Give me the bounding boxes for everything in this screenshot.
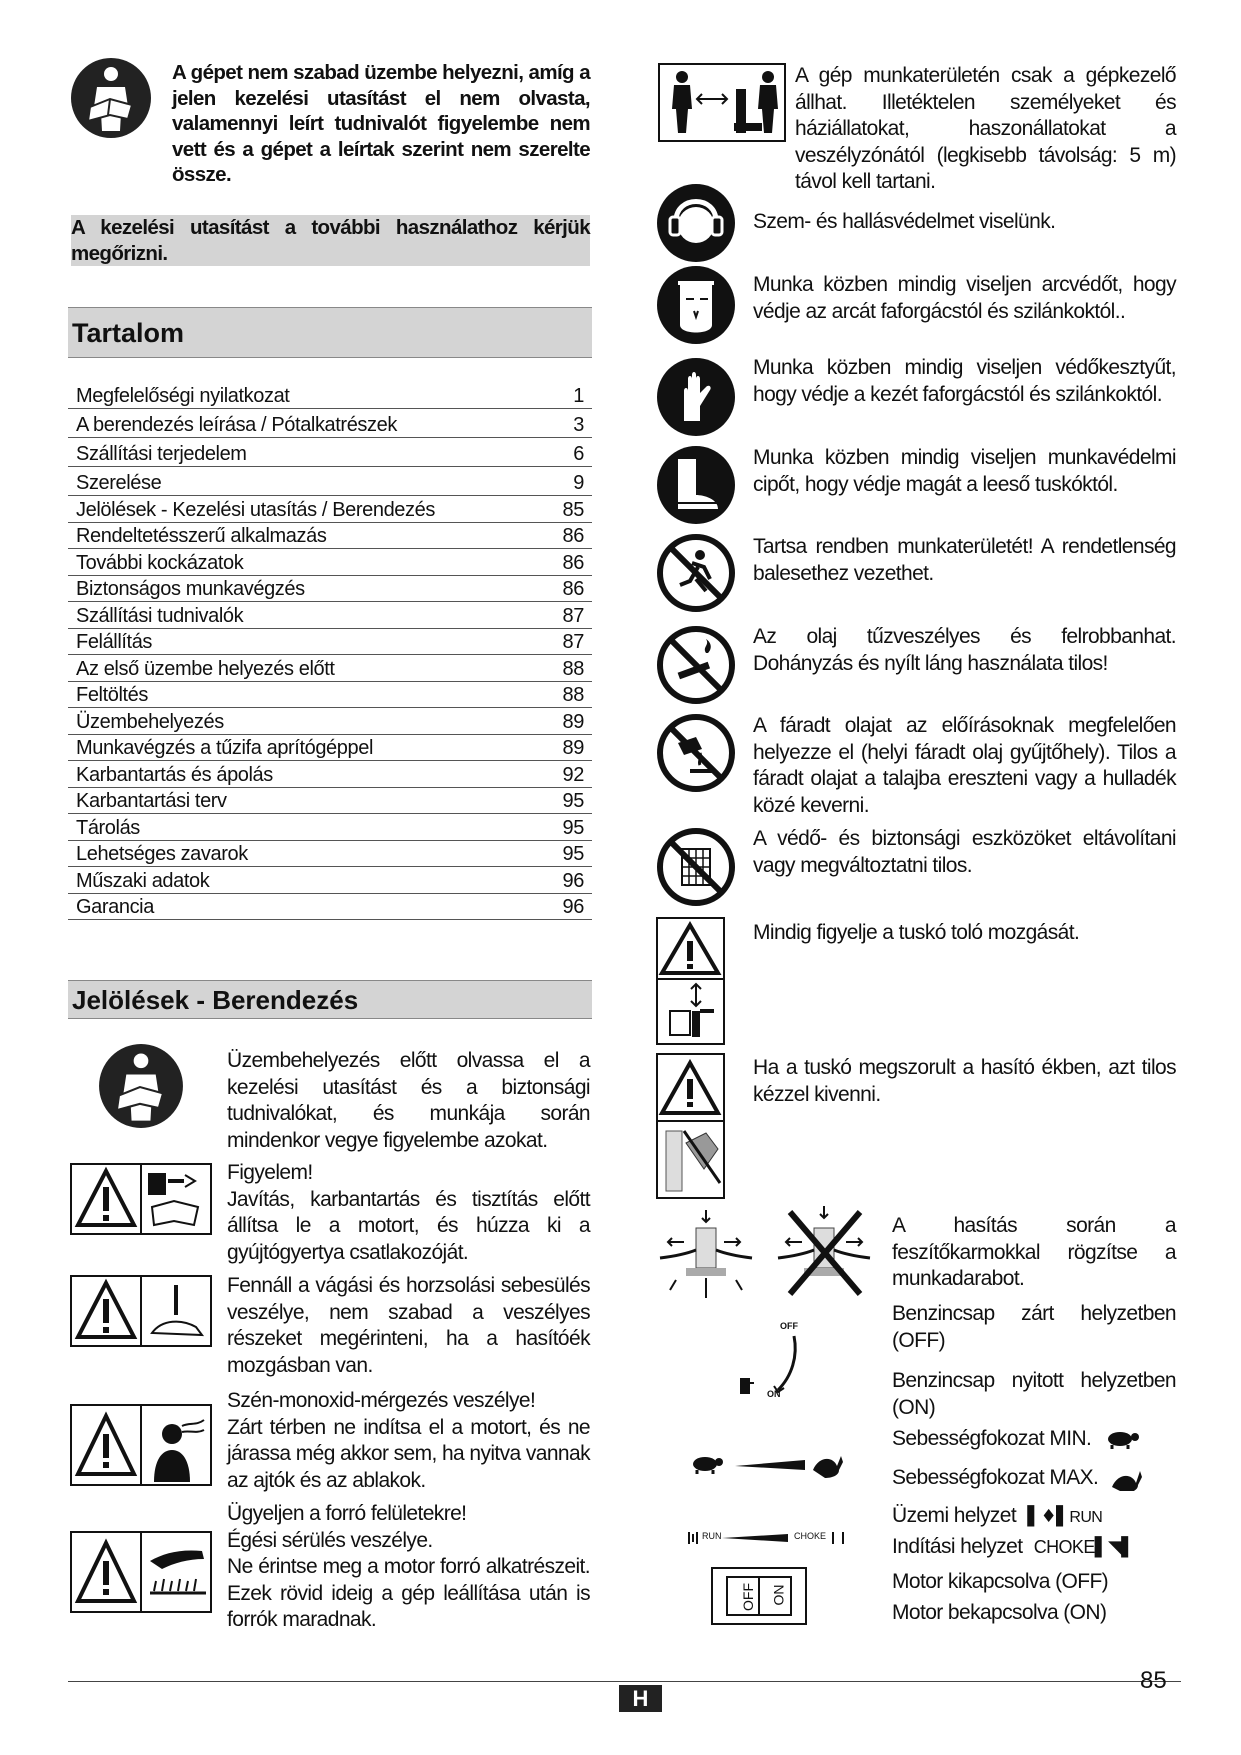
symbol-text-motor-off: Motor kikapcsolva (OFF)	[892, 1570, 1109, 1593]
page-number: 85	[1140, 1667, 1167, 1694]
toc-row	[68, 761, 592, 788]
choke-small-label: CHOKE	[794, 1531, 827, 1541]
trip-hazard-prohibition-icon	[656, 533, 736, 613]
turtle-icon	[1105, 1429, 1141, 1449]
toc-entry-label: Üzembehelyezés	[76, 710, 224, 733]
toc-entry-page: 89	[562, 710, 584, 733]
run-label: RUN	[1069, 1509, 1103, 1526]
speed-max-label: Sebességfokozat MAX.	[892, 1466, 1099, 1489]
toc-row	[68, 629, 592, 656]
run-position-label: Üzemi helyzet	[892, 1504, 1017, 1527]
toc-entry-label: A berendezés leírása / Pótalkatrészek	[76, 414, 397, 436]
gloves-icon	[656, 357, 736, 437]
rabbit-icon	[1110, 1465, 1144, 1491]
fuel-off-label: OFF	[780, 1321, 798, 1331]
toc-entry-page: 95	[562, 816, 584, 839]
intro-warning: A gépet nem szabad üzembe helyezni, amíg a jelen kezelési utasítást el nem olvasta, valamennyi leírt tudnivalót figyelembe nem vett és a gépet a leírtak szerint nem szerelte össze.	[172, 61, 590, 186]
symbol-text-choke	[892, 1534, 1176, 1562]
run-lever-icon: ▌♦▌RUN	[1027, 1506, 1103, 1527]
toc-entry-label: Karbantartás és ápolás	[76, 763, 273, 786]
toc-row	[68, 788, 592, 815]
toc-entry-page: 88	[562, 684, 584, 706]
toc-entry-label: Műszaki adatok	[76, 869, 210, 892]
switch-on-label: ON	[770, 1584, 787, 1606]
toc-row	[68, 735, 592, 762]
symbol-text-maintenance: Figyelem! Javítás, karbantartás és tisztítás előtt állítsa le a motort, és húzza ki a gyújtógyertya csatlakozóját.	[227, 1161, 590, 1264]
toc-entry-label: Garancia	[76, 896, 154, 918]
oil-disposal-prohibition-icon	[656, 713, 736, 793]
work-area-icon	[658, 63, 786, 142]
maintenance-warning-icon	[70, 1163, 212, 1235]
run-small-label: RUN	[702, 1531, 722, 1541]
choke-lever-icon: CHOKE▌◥▌	[1033, 1537, 1135, 1558]
choke-position-label: Indítási helyzet	[892, 1535, 1023, 1558]
toc-row	[68, 467, 592, 496]
toc-entry-page: 85	[562, 498, 584, 521]
symbol-text-pusher: Mindig figyelje a tuskó toló mozgását.	[753, 921, 1080, 944]
pusher-warning-icon	[656, 917, 725, 1045]
toc-entry-page: 92	[562, 763, 584, 786]
footer-rule	[68, 1681, 1181, 1682]
language-badge	[619, 1685, 662, 1712]
toc-entry-label: Lehetséges zavarok	[76, 843, 248, 865]
toc-entry-label: Feltöltés	[76, 684, 148, 706]
guard-removal-prohibition-icon	[656, 827, 736, 907]
symbol-text-work-area: A gép munkaterületén csak a gépkezelő állhat. Illetéktelen személyeket és háziállatokat, haszonállatokat a veszélyzónától (legkisebb távolság: 5 m) távol kell tartani.	[795, 64, 1176, 193]
toc-entry-page: 95	[562, 843, 584, 865]
toc-row	[68, 523, 592, 550]
toc-entry-page: 86	[562, 525, 584, 547]
symbol-text-read-manual: Üzembehelyezés előtt olvassa el a kezelési utasítást és a biztonsági tudnivalókat, és munkája során mindenkor vegye figyelembe azokat.	[227, 1049, 590, 1152]
symbol-text-boots: Munka közben mindig viseljen munkavédelmi cipőt, hogy védje magát a leeső tuskóktól.	[753, 446, 1176, 496]
toc-entry-label: Megfelelőségi nyilatkozat	[76, 385, 290, 407]
symbol-text-speed-min	[892, 1426, 1176, 1453]
symbol-text-face-shield: Munka közben mindig viseljen arcvédőt, hogy védje az arcát faforgácstól és szilánkoktól..	[753, 273, 1176, 323]
toc-title: Tartalom	[68, 307, 592, 358]
symbol-text-ear-eye: Szem- és hallásvédelmet viselünk.	[753, 210, 1056, 233]
toc-row	[68, 841, 592, 868]
table-of-contents	[68, 380, 592, 920]
toc-entry-label: Biztonságos munkavégzés	[76, 578, 305, 600]
symbol-text-claws: A hasítás során a feszítőkarmokkal rögzítse a munkadarabot.	[892, 1214, 1176, 1290]
toc-row	[68, 496, 592, 523]
toc-entry-page: 86	[562, 578, 584, 600]
symbol-text-motor-on: Motor bekapcsolva (ON)	[892, 1601, 1107, 1624]
keep-manual-note: A kezelési utasítást a további használathoz kérjük megőrizni.	[71, 216, 590, 265]
toc-row	[68, 655, 592, 682]
symbol-text-fuel-on: Benzincsap nyitott helyzetben (ON)	[892, 1369, 1176, 1419]
toc-entry-page: 87	[562, 631, 584, 653]
toc-entry-page: 96	[562, 896, 584, 918]
toc-entry-page: 3	[573, 414, 584, 436]
toc-row	[68, 438, 592, 467]
symbol-text-guards: A védő- és biztonsági eszközöket eltávolítani vagy megváltoztatni tilos.	[753, 827, 1176, 877]
speed-min-label: Sebességfokozat MIN.	[892, 1427, 1092, 1450]
toc-entry-label: Tárolás	[76, 816, 140, 839]
symbol-text-oil: A fáradt olajat az előírásoknak megfelelően helyezze el (helyi fáradt olaj gyűjtőhely). Tilos a fáradt olajat a talajba ereszteni vagy a hulladék közé keverni.	[753, 714, 1176, 817]
toc-entry-label: Rendeltetésszerű alkalmazás	[76, 525, 327, 547]
toc-entry-page: 88	[562, 657, 584, 680]
hot-surface-icon	[70, 1531, 212, 1613]
toc-row	[68, 380, 592, 409]
symbol-text-fire: Az olaj tűzveszélyes és felrobbanhat. Dohányzás és nyílt láng használata tilos!	[753, 625, 1176, 675]
language-code: H	[632, 1686, 649, 1711]
toc-row	[68, 894, 592, 921]
symbol-text-stuck: Ha a tuskó megszorult a hasító ékben, azt tilos kézzel kivenni.	[753, 1056, 1176, 1106]
cut-hazard-icon	[70, 1275, 212, 1347]
symbol-text-hot-surface: Ügyeljen a forró felületekre! Égési sérülés veszélye. Ne érintse meg a motor forró alkatrészeit. Ezek rövid ideig a gép leállítása után is forrók maradnak.	[227, 1502, 590, 1631]
speed-scale-icon	[687, 1440, 847, 1484]
engine-switch-icon	[711, 1567, 807, 1625]
toc-entry-label: Szerelése	[76, 472, 162, 494]
choke-label: CHOKE	[1033, 1537, 1095, 1557]
toc-row	[68, 576, 592, 603]
toc-row	[68, 708, 592, 735]
symbol-text-tidy: Tartsa rendben munkaterületét! A rendetlenség balesethez vezethet.	[753, 535, 1176, 585]
symbol-text-cut-hazard: Fennáll a vágási és horzsolási sebesülés veszélye, nem szabad a veszélyes részeket megérinteni, ha a hasítóék mozgásban van.	[227, 1274, 590, 1377]
toc-row	[68, 814, 592, 841]
symbol-text-fuel-off: Benzincsap zárt helyzetben (OFF)	[892, 1302, 1176, 1352]
toc-entry-label: Az első üzembe helyezés előtt	[76, 657, 335, 680]
toc-row	[68, 682, 592, 709]
toc-entry-label: Szállítási terjedelem	[76, 443, 247, 465]
read-manual-icon	[70, 57, 152, 139]
toc-entry-label: Szállítási tudnivalók	[76, 604, 244, 627]
read-manual-icon-2	[98, 1043, 184, 1129]
toc-entry-page: 87	[562, 604, 584, 627]
toc-row	[68, 549, 592, 576]
toc-entry-page: 89	[562, 737, 584, 759]
toc-entry-page: 95	[562, 790, 584, 812]
toc-entry-page: 86	[562, 551, 584, 574]
symbol-text-run	[892, 1503, 1176, 1532]
safety-boots-icon	[656, 445, 736, 525]
symbol-text-co-poisoning: Szén-monoxid-mérgezés veszélye! Zárt térben ne indítsa el a motort, és ne járassa még akkor sem, ha nyitva vannak az ajtók és az ablakok.	[227, 1389, 590, 1492]
ear-eye-protection-icon	[656, 183, 736, 263]
toc-entry-label: Karbantartási terv	[76, 790, 227, 812]
claws-wrong-icon	[774, 1202, 874, 1304]
co-poisoning-icon	[70, 1404, 212, 1486]
symbol-text-speed-max	[892, 1465, 1176, 1492]
toc-entry-page: 9	[573, 472, 584, 494]
no-smoking-icon	[656, 625, 736, 705]
toc-entry-label: További kockázatok	[76, 551, 244, 574]
symbol-text-gloves: Munka közben mindig viseljen védőkesztyűt, hogy védje a kezét faforgácstól és szilánkoktól.	[753, 356, 1176, 406]
stuck-log-warning-icon	[656, 1053, 725, 1199]
face-shield-icon	[656, 265, 736, 345]
toc-entry-label: Felállítás	[76, 631, 153, 653]
toc-row	[68, 409, 592, 438]
toc-entry-page: 6	[573, 443, 584, 465]
toc-entry-label: Munkavégzés a tűzifa aprítógéppel	[76, 737, 373, 759]
claws-correct-icon	[656, 1206, 756, 1304]
toc-row	[68, 867, 592, 894]
fuel-on-label: ON	[767, 1389, 781, 1399]
toc-row	[68, 602, 592, 629]
toc-entry-page: 96	[562, 869, 584, 892]
toc-entry-label: Jelölések - Kezelési utasítás / Berendezés	[76, 498, 435, 521]
switch-off-label: OFF	[740, 1583, 756, 1611]
symbols-section-title: Jelölések - Berendezés	[68, 980, 592, 1019]
run-choke-scale-icon	[686, 1528, 846, 1548]
toc-entry-page: 1	[573, 385, 584, 407]
